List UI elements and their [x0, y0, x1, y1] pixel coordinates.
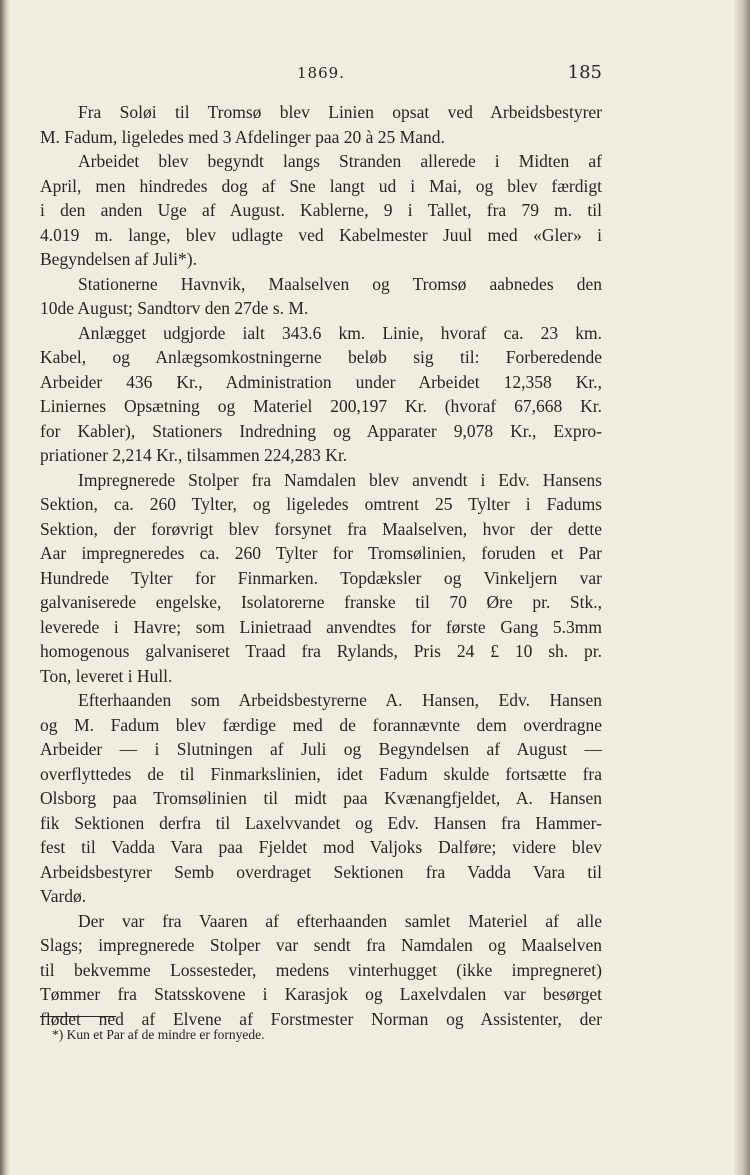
text-line: Olsborg paa Tromsølinien til midt paa Kvænangfjeldet, A. Hansen [40, 788, 602, 808]
text-line: Vardø. [40, 886, 87, 906]
footnote-rule [40, 1016, 116, 1017]
text-line: for Kabler), Stationers Indredning og Apparater 9,078 Kr., Expro- [40, 420, 602, 441]
text-line: April, men hindredes dog af Sne langt ud i Mai, og blev færdigt [40, 175, 602, 196]
text-line: Ton, leveret i Hull. [40, 665, 173, 686]
page-edge-right [734, 0, 750, 1175]
text-line: Begyndelsen af Juli*). [40, 249, 197, 269]
text-line: Arbeidet blev begyndt langs Stranden allerede i Midten af [78, 151, 602, 171]
text-line: i den anden Uge af August. Kablerne, 9 i Tallet, fra 79 m. til [40, 200, 602, 220]
text-line: 4.019 m. lange, blev udlagte ved Kabelmester Juul med «Gler» i [40, 224, 602, 245]
text-line: Anlægget udgjorde ialt 343.6 km. Linie, hvoraf ca. 23 km. [78, 322, 602, 343]
text-line: Efterhaanden som Arbeidsbestyrerne A. Hansen, Edv. Hansen [78, 690, 602, 710]
footnote: *) Kun et Par af de mindre er fornyede. [52, 1027, 265, 1042]
text-line: 10de August; Sandtorv den 27de s. M. [40, 298, 309, 318]
text-line: Der var fra Vaaren af efterhaanden samlet Materiel af alle [78, 910, 602, 931]
text-line: overflyttedes de til Finmarkslinien, idet Fadum skulde fortsætte fra [40, 763, 602, 784]
text-line: Sektion, ca. 260 Tylter, og ligeledes omtrent 25 Tylter i Fadums [40, 494, 602, 514]
running-head [40, 62, 602, 86]
text-line: Fra Soløi til Tromsø blev Linien opsat ved Arbeidsbestyrer [78, 102, 602, 122]
text-line: og M. Fadum blev færdige med de forannævnte dem overdragne [40, 714, 602, 735]
text-line: til bekvemme Lossesteder, medens vinterhugget (ikke impregneret) [40, 959, 602, 980]
text-line: Kabel, og Anlægsomkostningerne beløb sig til: Forberedende [40, 347, 602, 367]
text-line: Slags; impregnerede Stolper var sendt fra Namdalen og Maalselven [40, 935, 602, 955]
text-line: fest til Vadda Vara paa Fjeldet mod Valjoks Dalføre; videre blev [40, 837, 602, 857]
text-line: fik Sektionen derfra til Laxelvvandet og Edv. Hansen fra Hammer- [40, 812, 602, 833]
text-line: flødet ned af Elvene af Forstmester Norman og Assistenter, der [40, 1008, 602, 1029]
page-edge-left [0, 0, 10, 1175]
text-line: Sektion, der forøvrigt blev forsynet fra Maalselven, hvor der dette [40, 518, 602, 539]
text-line: M. Fadum, ligeledes med 3 Afdelinger paa 20 à 25 Mand. [40, 126, 445, 147]
text-line: galvaniserede engelske, Isolatorerne franske til 70 Øre pr. Stk., [40, 592, 602, 612]
text-line: Aar impregneredes ca. 260 Tylter for Tromsølinien, foruden et Par [40, 543, 602, 563]
text-line: Stationerne Havnvik, Maalselven og Tromsø aabnedes den [78, 273, 602, 294]
text-line: Liniernes Opsætning og Materiel 200,197 Kr. (hvoraf 67,668 Kr. [40, 396, 602, 416]
text-line: Arbeider — i Slutningen af Juli og Begyndelsen af August — [40, 739, 602, 759]
text-line: Hundrede Tylter for Finmarken. Topdæksler og Vinkeljern var [40, 567, 602, 588]
text-line: Arbeidsbestyrer Semb overdraget Sektionen fra Vadda Vara til [40, 861, 602, 882]
text-line: leverede i Havre; som Linietraad anvendtes for første Gang 5.3mm [40, 616, 602, 637]
text-line: Impregnerede Stolper fra Namdalen blev anvendt i Edv. Hansens [78, 469, 602, 490]
text-line: Arbeider 436 Kr., Administration under Arbeidet 12,358 Kr., [40, 371, 602, 392]
text-line: homogenous galvaniseret Traad fra Rylands, Pris 24 £ 10 sh. pr. [40, 641, 602, 661]
body-text [40, 100, 602, 1031]
header-year: 1869. [297, 64, 345, 82]
text-line: priationer 2,214 Kr., tilsammen 224,283 Kr. [40, 445, 348, 465]
page-number: 185 [567, 62, 602, 83]
text-line: Tømmer fra Statsskovene i Karasjok og Laxelvdalen var besørget [40, 984, 602, 1004]
